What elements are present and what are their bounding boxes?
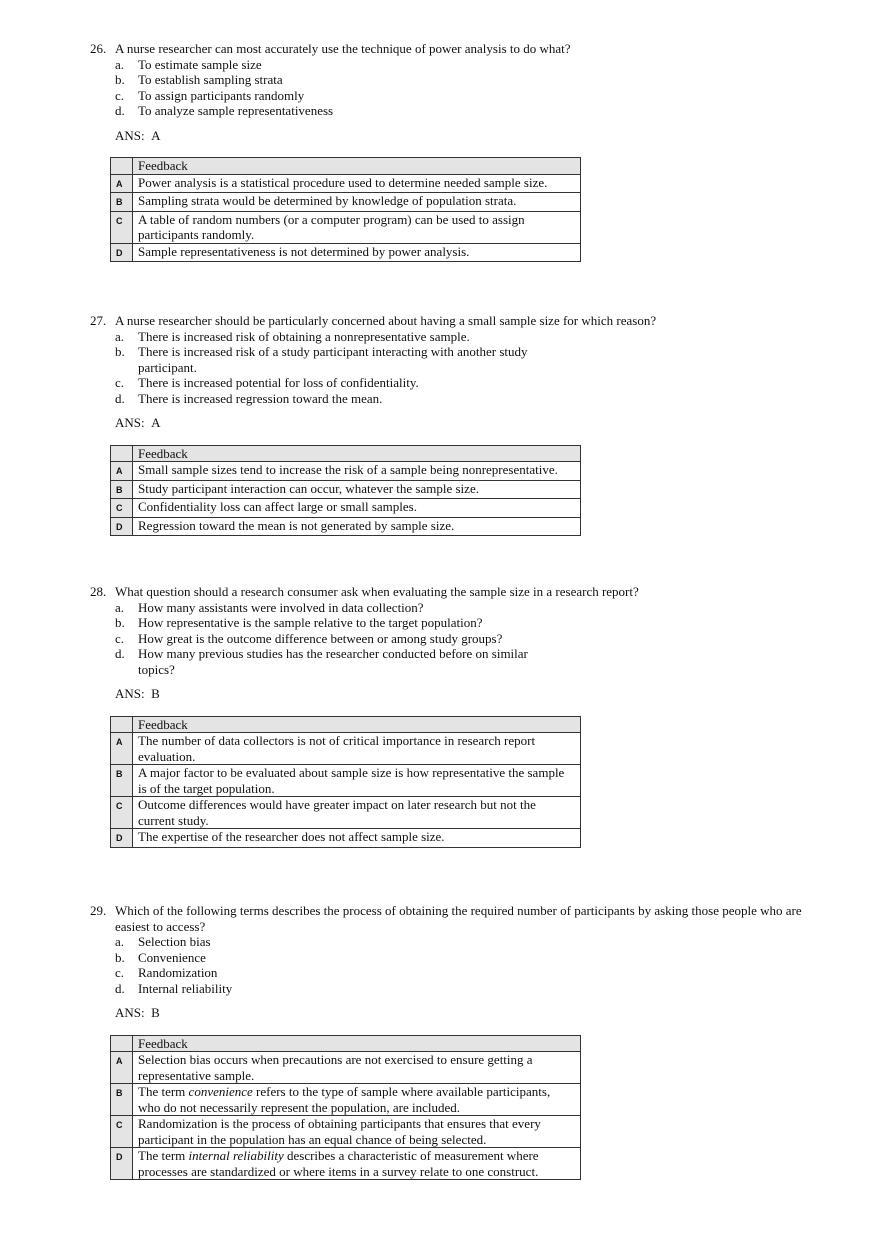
feedback-row — [111, 1116, 581, 1148]
option-letter: d. — [115, 103, 125, 118]
question-stem — [90, 41, 830, 57]
feedback-table — [110, 157, 581, 262]
option-text: To estimate sample size — [138, 56, 262, 72]
feedback-text-cell — [133, 1052, 581, 1084]
feedback-key: B — [111, 765, 133, 797]
feedback-row — [111, 193, 581, 212]
feedback-key: B — [111, 480, 133, 499]
feedback-prefix: The term — [138, 1148, 189, 1163]
feedback-text-cell — [133, 1116, 581, 1148]
option-letter: c. — [115, 375, 125, 390]
question-block — [90, 313, 830, 536]
answer-line — [115, 128, 830, 144]
option-letter: a. — [115, 56, 125, 72]
question-text: A nurse researcher can most accurately use the technique of power analysis to do what? — [115, 41, 571, 56]
feedback-header-row — [111, 445, 581, 462]
option-letter: c. — [115, 87, 125, 103]
feedback-text: Confidentiality loss can affect large or small samples. — [138, 499, 417, 514]
option-text: To analyze sample representativeness — [138, 103, 334, 118]
answer-line — [115, 1005, 830, 1021]
feedback-key: B — [111, 193, 133, 212]
feedback-row — [111, 733, 581, 765]
feedback-key: A — [111, 174, 133, 193]
option-text: Randomization — [138, 965, 218, 980]
feedback-key: D — [111, 1148, 133, 1180]
option-text: There is increased potential for loss of confidentiality. — [138, 375, 419, 390]
option-text: Convenience — [138, 949, 206, 965]
feedback-key: C — [111, 797, 133, 829]
feedback-text: Power analysis is a statistical procedure used to determine needed sample size. — [138, 174, 548, 190]
option-text: To assign participants randomly — [138, 87, 305, 103]
feedback-key-header — [111, 1035, 133, 1052]
question-stem — [90, 584, 830, 600]
feedback-text: The expertise of the researcher does not affect sample size. — [138, 829, 445, 844]
feedback-text-cell — [133, 1084, 581, 1116]
feedback-header-row — [111, 716, 581, 733]
feedback-key-header — [111, 445, 133, 462]
feedback-text-cell — [133, 480, 581, 499]
option-text: How many assistants were involved in data collection? — [138, 599, 424, 615]
feedback-header-row — [111, 1035, 581, 1052]
feedback-key: B — [111, 1084, 133, 1116]
answer-line — [115, 686, 830, 702]
feedback-header: Feedback — [133, 716, 581, 733]
feedback-text: Outcome differences would have greater impact on later research but not the current study. — [138, 797, 536, 828]
feedback-key: A — [111, 462, 133, 481]
option-text: How great is the outcome difference between or among study groups? — [138, 630, 503, 646]
feedback-key: C — [111, 499, 133, 518]
question-number: 26. — [90, 41, 107, 56]
feedback-key: D — [111, 829, 133, 848]
feedback-row — [111, 174, 581, 193]
answer-value: A — [151, 415, 161, 430]
answer-option — [115, 646, 830, 677]
option-text: How representative is the sample relative to the target population? — [138, 615, 483, 630]
option-text: To establish sampling strata — [138, 72, 283, 87]
question-number: 27. — [90, 313, 107, 328]
feedback-row — [111, 797, 581, 829]
answer-value: B — [151, 1005, 160, 1020]
answer-option — [115, 615, 830, 631]
feedback-text-cell — [133, 797, 581, 829]
feedback-row — [111, 1148, 581, 1180]
feedback-table — [110, 445, 581, 537]
feedback-text-cell — [133, 193, 581, 212]
answer-option — [115, 329, 830, 345]
feedback-text-cell — [133, 765, 581, 797]
question-block — [90, 584, 830, 848]
feedback-text-cell — [133, 733, 581, 765]
answer-option — [115, 72, 830, 88]
answer-label: ANS: — [115, 1005, 145, 1020]
feedback-row — [111, 1084, 581, 1116]
feedback-text-cell — [133, 174, 581, 193]
feedback-text-cell — [133, 243, 581, 262]
feedback-header-row — [111, 158, 581, 175]
answer-option — [115, 981, 830, 997]
option-letter: b. — [115, 344, 125, 359]
feedback-key: D — [111, 517, 133, 536]
feedback-text-cell — [133, 499, 581, 518]
feedback-key: A — [111, 733, 133, 765]
feedback-text: refers to the type of sample where available participants, who do not necessarily represent the population, are included. — [138, 1084, 551, 1115]
feedback-row — [111, 499, 581, 518]
question-text: A nurse researcher should be particularly concerned about having a small sample size for which reason? — [115, 313, 657, 328]
feedback-text: Small sample sizes tend to increase the risk of a sample being nonrepresentative. — [138, 462, 558, 477]
answer-label: ANS: — [115, 127, 145, 143]
answer-option — [115, 391, 830, 407]
option-text: How many previous studies has the researcher conducted before on similar topics? — [138, 646, 528, 677]
feedback-row — [111, 1052, 581, 1084]
answer-label: ANS: — [115, 686, 145, 701]
answer-value: A — [151, 127, 161, 143]
question-number: 29. — [90, 903, 107, 918]
answer-option — [115, 600, 830, 616]
feedback-header: Feedback — [133, 445, 581, 462]
feedback-text: Sample representativeness is not determined by power analysis. — [138, 243, 470, 259]
question-stem — [90, 313, 830, 329]
feedback-row — [111, 480, 581, 499]
option-text: There is increased regression toward the mean. — [138, 390, 383, 406]
question-stem — [90, 903, 830, 934]
answer-option — [115, 344, 830, 375]
option-text: Internal reliability — [138, 980, 233, 996]
question-text: Which of the following terms describes the process of obtaining the required number of participants by asking those people who are easiest to access? — [115, 903, 802, 934]
option-letter: a. — [115, 328, 125, 344]
option-letter: d. — [115, 646, 125, 661]
question-block — [90, 903, 830, 1180]
feedback-text-cell — [133, 517, 581, 536]
feedback-row — [111, 517, 581, 536]
feedback-header: Feedback — [133, 158, 581, 175]
answer-line — [115, 415, 830, 431]
option-letter: a. — [115, 934, 125, 949]
feedback-text-cell — [133, 211, 581, 243]
feedback-key: D — [111, 243, 133, 262]
option-text: There is increased risk of obtaining a nonrepresentative sample. — [138, 328, 470, 344]
answer-value: B — [151, 686, 160, 701]
answer-option — [115, 950, 830, 966]
question-block — [90, 41, 830, 262]
question-text: What question should a research consumer ask when evaluating the sample size in a research report? — [115, 584, 639, 599]
option-text: There is increased risk of a study participant interacting with another study participant. — [138, 344, 528, 375]
answer-option — [115, 375, 830, 391]
answer-option — [115, 631, 830, 647]
feedback-key-header — [111, 158, 133, 175]
answer-option — [115, 57, 830, 73]
feedback-table — [110, 716, 581, 848]
feedback-text: describes a characteristic of measurement where processes are standardized or where items in a survey relate to one construct. — [138, 1148, 539, 1179]
question-number: 28. — [90, 584, 107, 599]
option-letter: a. — [115, 599, 125, 615]
feedback-text: Regression toward the mean is not generated by sample size. — [138, 517, 455, 533]
feedback-text: The number of data collectors is not of critical importance in research report evaluation. — [138, 733, 536, 764]
feedback-text: Selection bias occurs when precautions are not exercised to ensure getting a representative sample. — [138, 1052, 533, 1083]
feedback-prefix: The term — [138, 1084, 189, 1099]
feedback-text: Study participant interaction can occur, whatever the sample size. — [138, 480, 479, 496]
option-letter: b. — [115, 949, 125, 965]
answer-option — [115, 965, 830, 981]
feedback-text-cell — [133, 462, 581, 481]
answer-option — [115, 103, 830, 119]
feedback-key-header — [111, 716, 133, 733]
feedback-term: internal reliability — [188, 1148, 284, 1163]
feedback-key: C — [111, 1116, 133, 1148]
feedback-row — [111, 243, 581, 262]
option-letter: c. — [115, 630, 125, 646]
answer-option — [115, 88, 830, 104]
option-letter: b. — [115, 615, 125, 630]
feedback-key: A — [111, 1052, 133, 1084]
option-letter: b. — [115, 72, 125, 87]
feedback-text-cell — [133, 829, 581, 848]
feedback-row — [111, 211, 581, 243]
feedback-text: Sampling strata would be determined by knowledge of population strata. — [138, 193, 517, 208]
feedback-row — [111, 765, 581, 797]
feedback-header: Feedback — [133, 1035, 581, 1052]
feedback-text: A table of random numbers (or a computer program) can be used to assign participants randomly. — [138, 211, 525, 242]
answer-label: ANS: — [115, 415, 145, 430]
option-letter: c. — [115, 965, 125, 980]
option-letter: d. — [115, 980, 125, 996]
feedback-term: convenience — [188, 1084, 253, 1099]
feedback-text: A major factor to be evaluated about sample size is how representative the sample is of the target population. — [138, 765, 565, 796]
option-letter: d. — [115, 390, 125, 406]
feedback-key: C — [111, 211, 133, 243]
feedback-table — [110, 1035, 581, 1181]
feedback-text-cell — [133, 1148, 581, 1180]
feedback-text: Randomization is the process of obtaining participants that ensures that every participant in the population has an equal chance of being selected. — [138, 1116, 541, 1147]
feedback-row — [111, 829, 581, 848]
answer-option — [115, 934, 830, 950]
option-text: Selection bias — [138, 934, 211, 949]
feedback-row — [111, 462, 581, 481]
